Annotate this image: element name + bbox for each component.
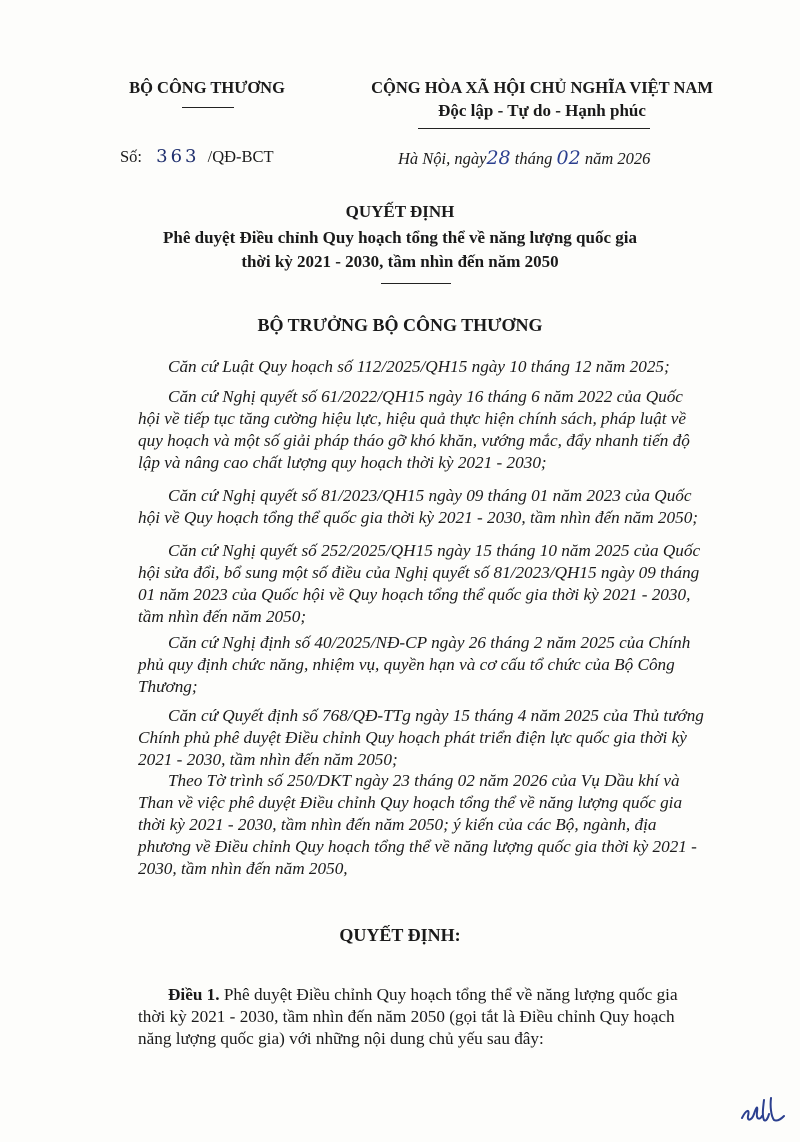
- nation-name: CỘNG HÒA XÃ HỘI CHỦ NGHĨA VIỆT NAM: [371, 78, 713, 97]
- article-1-label: Điều 1.: [168, 985, 220, 1004]
- preamble-item: [138, 485, 726, 529]
- number-handwritten: 363: [156, 146, 200, 167]
- preamble-line: phương về Điều chỉnh Quy hoạch tổng thể về năng lượng quốc gia thời kỳ 2021 -: [138, 837, 697, 856]
- preamble-line: Than về việc phê duyệt Điều chỉnh Quy hoạch tổng thể về năng lượng quốc gia: [138, 793, 683, 812]
- preamble-line: hội về Quy hoạch tổng thể quốc gia thời kỳ 2021 - 2030, tầm nhìn đến năm 2050;: [138, 508, 699, 527]
- initials-signature-mark: [738, 1090, 788, 1130]
- issuing-authority: BỘ TRƯỞNG BỘ CÔNG THƯƠNG: [257, 315, 543, 335]
- preamble-line: hội về tiếp tục tăng cường hiệu lực, hiệu quả thực hiện chính sách, pháp luật về: [138, 409, 687, 428]
- date-prefix: Hà Nội, ngày: [398, 149, 487, 168]
- preamble-line: 2030, tầm nhìn đến năm 2050,: [138, 859, 348, 878]
- article-1-line3: năng lượng quốc gia) với những nội dung chủ yếu sau đây:: [138, 1029, 544, 1048]
- preamble-line: Theo Tờ trình số 250/DKT ngày 23 tháng 02 năm 2026 của Vụ Dầu khí và: [168, 771, 680, 790]
- preamble-line: Chính phủ phê duyệt Điều chỉnh Quy hoạch phát triển điện lực quốc gia thời kỳ: [138, 728, 687, 747]
- preamble-item: [138, 386, 726, 474]
- preamble-item: [138, 540, 726, 628]
- article-1-line1: Phê duyệt Điều chỉnh Quy hoạch tổng thể về năng lượng quốc gia: [223, 985, 678, 1004]
- number-prefix: Số:: [120, 147, 143, 166]
- article-1: [138, 984, 728, 1050]
- preamble-line: Căn cứ Luật Quy hoạch số 112/2025/QH15 ngày 10 tháng 12 năm 2025;: [168, 357, 670, 376]
- national-motto: Độc lập - Tự do - Hạnh phúc: [438, 101, 646, 120]
- decision-number: [120, 146, 274, 167]
- title-underline: [381, 283, 451, 284]
- preamble-line: Căn cứ Nghị định số 40/2025/NĐ-CP ngày 26 tháng 2 năm 2025 của Chính: [168, 633, 691, 652]
- preamble-line: hội sửa đổi, bổ sung một số điều của Nghị quyết số 81/2023/QH15 ngày 09 tháng: [138, 563, 700, 582]
- preamble-line: Thương;: [138, 677, 198, 696]
- title-subtitle-line1: Phê duyệt Điều chỉnh Quy hoạch tổng thể về năng lượng quốc gia: [163, 228, 637, 247]
- decision-heading: QUYẾT ĐỊNH:: [339, 925, 461, 945]
- preamble-line: 01 năm 2023 của Quốc hội về Quy hoạch tổng thể quốc gia thời kỳ 2021 - 2030,: [138, 585, 691, 604]
- preamble-line: Căn cứ Quyết định số 768/QĐ-TTg ngày 15 tháng 4 năm 2025 của Thủ tướng: [168, 706, 704, 725]
- preamble-item: [138, 632, 726, 698]
- preamble-line: phủ quy định chức năng, nhiệm vụ, quyền hạn và cơ cấu tổ chức của Bộ Công: [138, 655, 675, 674]
- preamble-line: Căn cứ Nghị quyết số 61/2022/QH15 ngày 16 tháng 6 năm 2022 của Quốc: [168, 387, 683, 406]
- preamble-line: lập và nâng cao chất lượng quy hoạch thời kỳ 2021 - 2030;: [138, 453, 547, 472]
- article-1-line2: thời kỳ 2021 - 2030, tầm nhìn đến năm 2050 (gọi tắt là Điều chỉnh Quy hoạch: [138, 1007, 675, 1026]
- ministry-name: BỘ CÔNG THƯƠNG: [129, 78, 285, 97]
- title-subtitle-line2: thời kỳ 2021 - 2030, tầm nhìn đến năm 2050: [241, 252, 559, 271]
- preamble-line: 2021 - 2030, tầm nhìn đến năm 2050;: [138, 750, 398, 769]
- preamble-line: Căn cứ Nghị quyết số 252/2025/QH15 ngày 15 tháng 10 năm 2025 của Quốc: [168, 541, 701, 560]
- preamble-item: [138, 356, 726, 378]
- place-date: [398, 147, 650, 169]
- preamble-item: [138, 705, 726, 771]
- article-1-line: [138, 984, 728, 1006]
- preamble-line: tầm nhìn đến năm 2050;: [138, 607, 307, 626]
- preamble-line: thời kỳ 2021 - 2030, tầm nhìn đến năm 2050; ý kiến của các Bộ, ngành, địa: [138, 815, 657, 834]
- preamble-line: Căn cứ Nghị quyết số 81/2023/QH15 ngày 09 tháng 01 năm 2023 của Quốc: [168, 486, 692, 505]
- date-day-handwritten: 28: [486, 147, 511, 169]
- motto-underline: [418, 128, 650, 129]
- date-year: năm 2026: [584, 149, 651, 168]
- preamble-item: [138, 770, 726, 880]
- ministry-underline: [182, 107, 234, 108]
- preamble-line: quy hoạch và một số giải pháp tháo gỡ khó khăn, vướng mắc, đẩy nhanh tiến độ: [138, 431, 690, 450]
- number-suffix: /QĐ-BCT: [207, 147, 274, 166]
- date-month-label: tháng: [514, 149, 553, 168]
- date-month-handwritten: 02: [556, 147, 581, 169]
- document-title: QUYẾT ĐỊNH: [345, 202, 455, 221]
